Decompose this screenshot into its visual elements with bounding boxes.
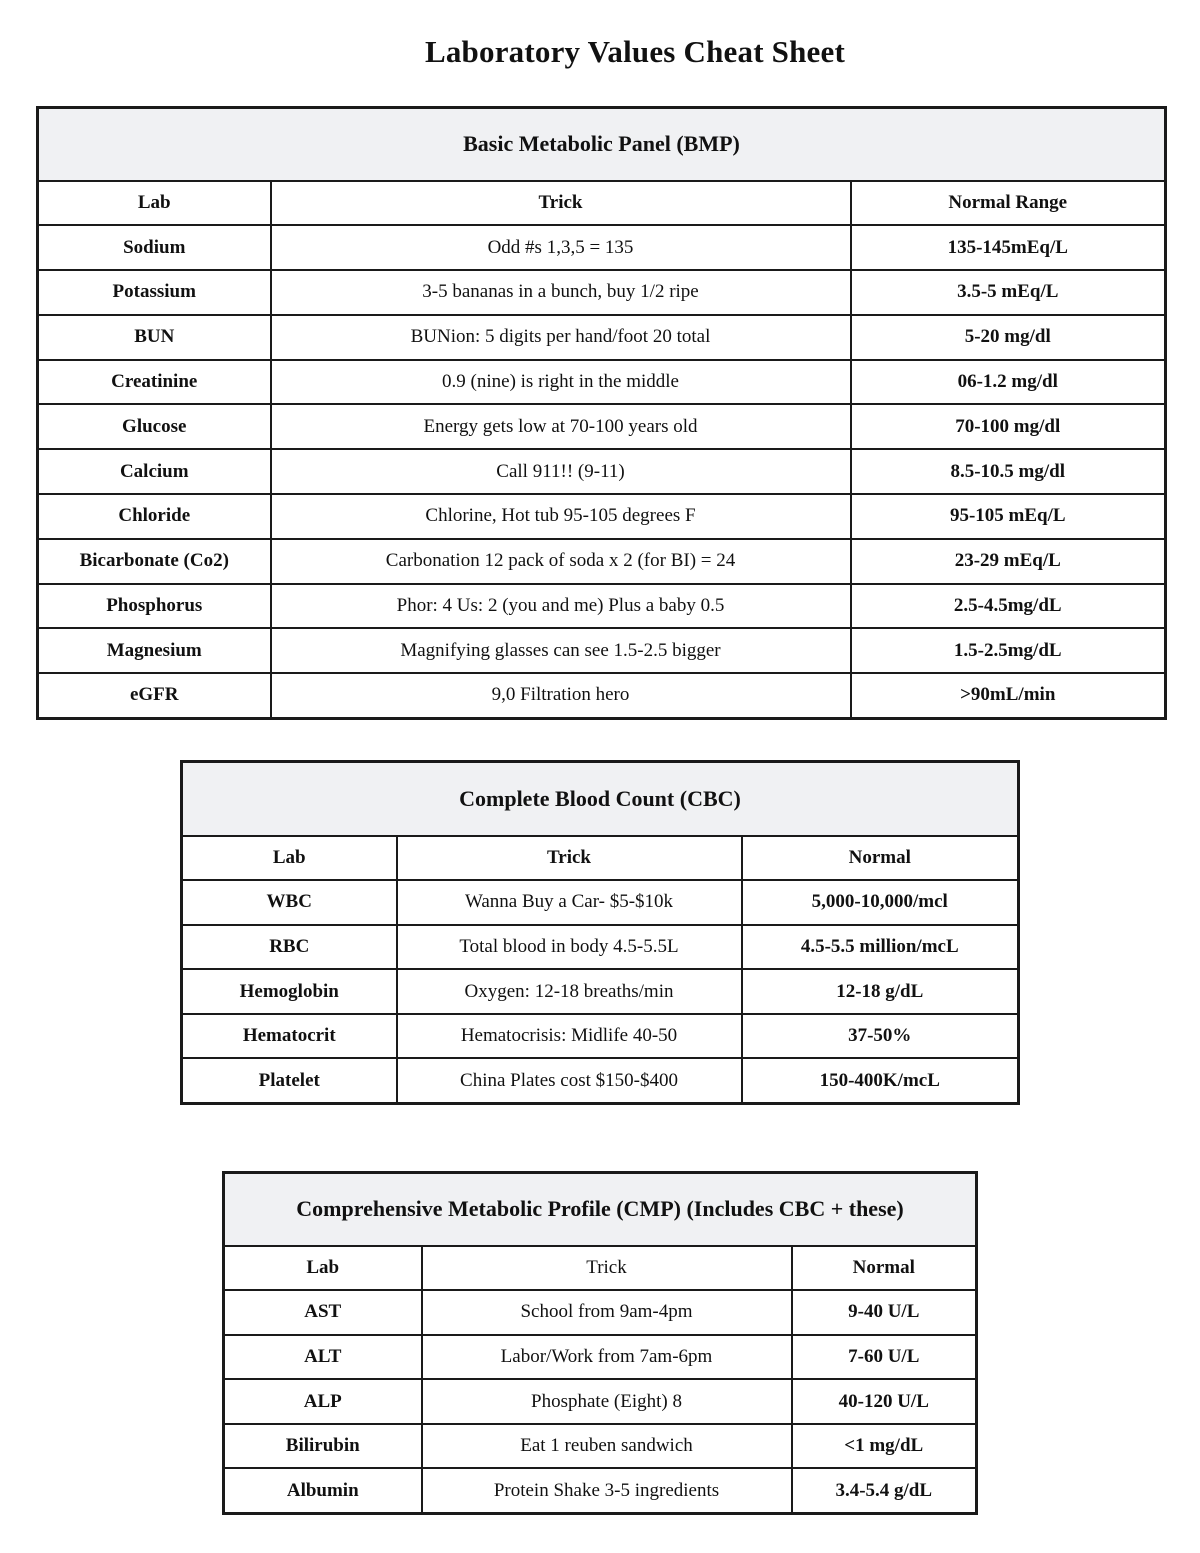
table-row xyxy=(182,925,1019,970)
cmp-col-lab: Lab xyxy=(224,1246,422,1291)
lab-trick: Protein Shake 3-5 ingredients xyxy=(422,1468,792,1513)
lab-range: 8.5-10.5 mg/dl xyxy=(851,449,1166,494)
bmp-col-range: Normal Range xyxy=(851,181,1166,226)
lab-range: <1 mg/dL xyxy=(792,1424,977,1469)
lab-trick: Carbonation 12 pack of soda x 2 (for BI) = 24 xyxy=(271,539,851,584)
cmp-heading: Comprehensive Metabolic Profile (CMP) (Includes CBC + these) xyxy=(224,1173,977,1246)
lab-trick: Chlorine, Hot tub 95-105 degrees F xyxy=(271,494,851,539)
lab-range: 95-105 mEq/L xyxy=(851,494,1166,539)
table-row xyxy=(224,1379,977,1424)
lab-trick: BUNion: 5 digits per hand/foot 20 total xyxy=(271,315,851,360)
cbc-table xyxy=(180,760,1020,1105)
lab-trick: Labor/Work from 7am-6pm xyxy=(422,1335,792,1380)
bmp-table xyxy=(36,106,1167,720)
cmp-table xyxy=(222,1171,978,1515)
lab-name: ALT xyxy=(224,1335,422,1380)
table-row xyxy=(38,584,1166,629)
lab-range: 12-18 g/dL xyxy=(742,969,1019,1014)
lab-range: 23-29 mEq/L xyxy=(851,539,1166,584)
lab-trick: Energy gets low at 70-100 years old xyxy=(271,404,851,449)
cmp-col-normal: Normal xyxy=(792,1246,977,1291)
page-title: Laboratory Values Cheat Sheet xyxy=(424,34,845,69)
lab-name: Calcium xyxy=(38,449,271,494)
lab-range: 5-20 mg/dl xyxy=(851,315,1166,360)
lab-trick: Phor: 4 Us: 2 (you and me) Plus a baby 0.5 xyxy=(271,584,851,629)
table-row xyxy=(182,1058,1019,1103)
lab-name: ALP xyxy=(224,1379,422,1424)
lab-range: 37-50% xyxy=(742,1014,1019,1059)
lab-trick: Hematocrisis: Midlife 40-50 xyxy=(397,1014,742,1059)
table-row xyxy=(38,628,1166,673)
lab-range: 40-120 U/L xyxy=(792,1379,977,1424)
lab-trick: Oxygen: 12-18 breaths/min xyxy=(397,969,742,1014)
table-row xyxy=(38,494,1166,539)
table-row xyxy=(224,1335,977,1380)
lab-name: Platelet xyxy=(182,1058,397,1103)
table-row xyxy=(224,1424,977,1469)
lab-name: BUN xyxy=(38,315,271,360)
lab-name: Hematocrit xyxy=(182,1014,397,1059)
table-row xyxy=(38,225,1166,270)
lab-range: 150-400K/mcL xyxy=(742,1058,1019,1103)
lab-name: Creatinine xyxy=(38,360,271,405)
lab-name: Bilirubin xyxy=(224,1424,422,1469)
lab-range: >90mL/min xyxy=(851,673,1166,718)
lab-name: Phosphorus xyxy=(38,584,271,629)
lab-trick: School from 9am-4pm xyxy=(422,1290,792,1335)
bmp-heading: Basic Metabolic Panel (BMP) xyxy=(38,108,1166,181)
lab-name: eGFR xyxy=(38,673,271,718)
table-row xyxy=(38,404,1166,449)
lab-name: Glucose xyxy=(38,404,271,449)
table-row xyxy=(224,1468,977,1513)
lab-trick: Call 911!! (9-11) xyxy=(271,449,851,494)
table-row xyxy=(38,539,1166,584)
lab-name: Sodium xyxy=(38,225,271,270)
lab-name: Chloride xyxy=(38,494,271,539)
table-row xyxy=(38,270,1166,315)
bmp-col-trick: Trick xyxy=(271,181,851,226)
lab-trick: China Plates cost $150-$400 xyxy=(397,1058,742,1103)
lab-name: AST xyxy=(224,1290,422,1335)
lab-trick: 9,0 Filtration hero xyxy=(271,673,851,718)
cbc-col-normal: Normal xyxy=(742,836,1019,881)
lab-trick: Odd #s 1,3,5 = 135 xyxy=(271,225,851,270)
lab-range: 4.5-5.5 million/mcL xyxy=(742,925,1019,970)
lab-range: 3.4-5.4 g/dL xyxy=(792,1468,977,1513)
lab-range: 1.5-2.5mg/dL xyxy=(851,628,1166,673)
cbc-col-lab: Lab xyxy=(182,836,397,881)
lab-range: 70-100 mg/dl xyxy=(851,404,1166,449)
lab-trick: Magnifying glasses can see 1.5-2.5 bigger xyxy=(271,628,851,673)
table-row xyxy=(182,1014,1019,1059)
lab-trick: Phosphate (Eight) 8 xyxy=(422,1379,792,1424)
bmp-col-lab: Lab xyxy=(38,181,271,226)
lab-range: 5,000-10,000/mcl xyxy=(742,880,1019,925)
cbc-col-trick: Trick xyxy=(397,836,742,881)
lab-range: 2.5-4.5mg/dL xyxy=(851,584,1166,629)
lab-name: Potassium xyxy=(38,270,271,315)
table-row xyxy=(224,1290,977,1335)
table-row xyxy=(182,969,1019,1014)
lab-range: 06-1.2 mg/dl xyxy=(851,360,1166,405)
lab-trick: Eat 1 reuben sandwich xyxy=(422,1424,792,1469)
lab-name: Hemoglobin xyxy=(182,969,397,1014)
lab-name: Bicarbonate (Co2) xyxy=(38,539,271,584)
lab-name: Magnesium xyxy=(38,628,271,673)
lab-range: 9-40 U/L xyxy=(792,1290,977,1335)
lab-trick: Wanna Buy a Car- $5-$10k xyxy=(397,880,742,925)
cbc-heading: Complete Blood Count (CBC) xyxy=(182,762,1019,836)
table-row xyxy=(182,880,1019,925)
lab-name: WBC xyxy=(182,880,397,925)
lab-range: 7-60 U/L xyxy=(792,1335,977,1380)
table-row xyxy=(38,360,1166,405)
lab-trick: 0.9 (nine) is right in the middle xyxy=(271,360,851,405)
cmp-col-trick: Trick xyxy=(422,1246,792,1291)
lab-name: RBC xyxy=(182,925,397,970)
table-row xyxy=(38,315,1166,360)
table-row xyxy=(38,449,1166,494)
lab-trick: 3-5 bananas in a bunch, buy 1/2 ripe xyxy=(271,270,851,315)
lab-trick: Total blood in body 4.5-5.5L xyxy=(397,925,742,970)
lab-name: Albumin xyxy=(224,1468,422,1513)
table-row xyxy=(38,673,1166,718)
lab-range: 135-145mEq/L xyxy=(851,225,1166,270)
lab-range: 3.5-5 mEq/L xyxy=(851,270,1166,315)
